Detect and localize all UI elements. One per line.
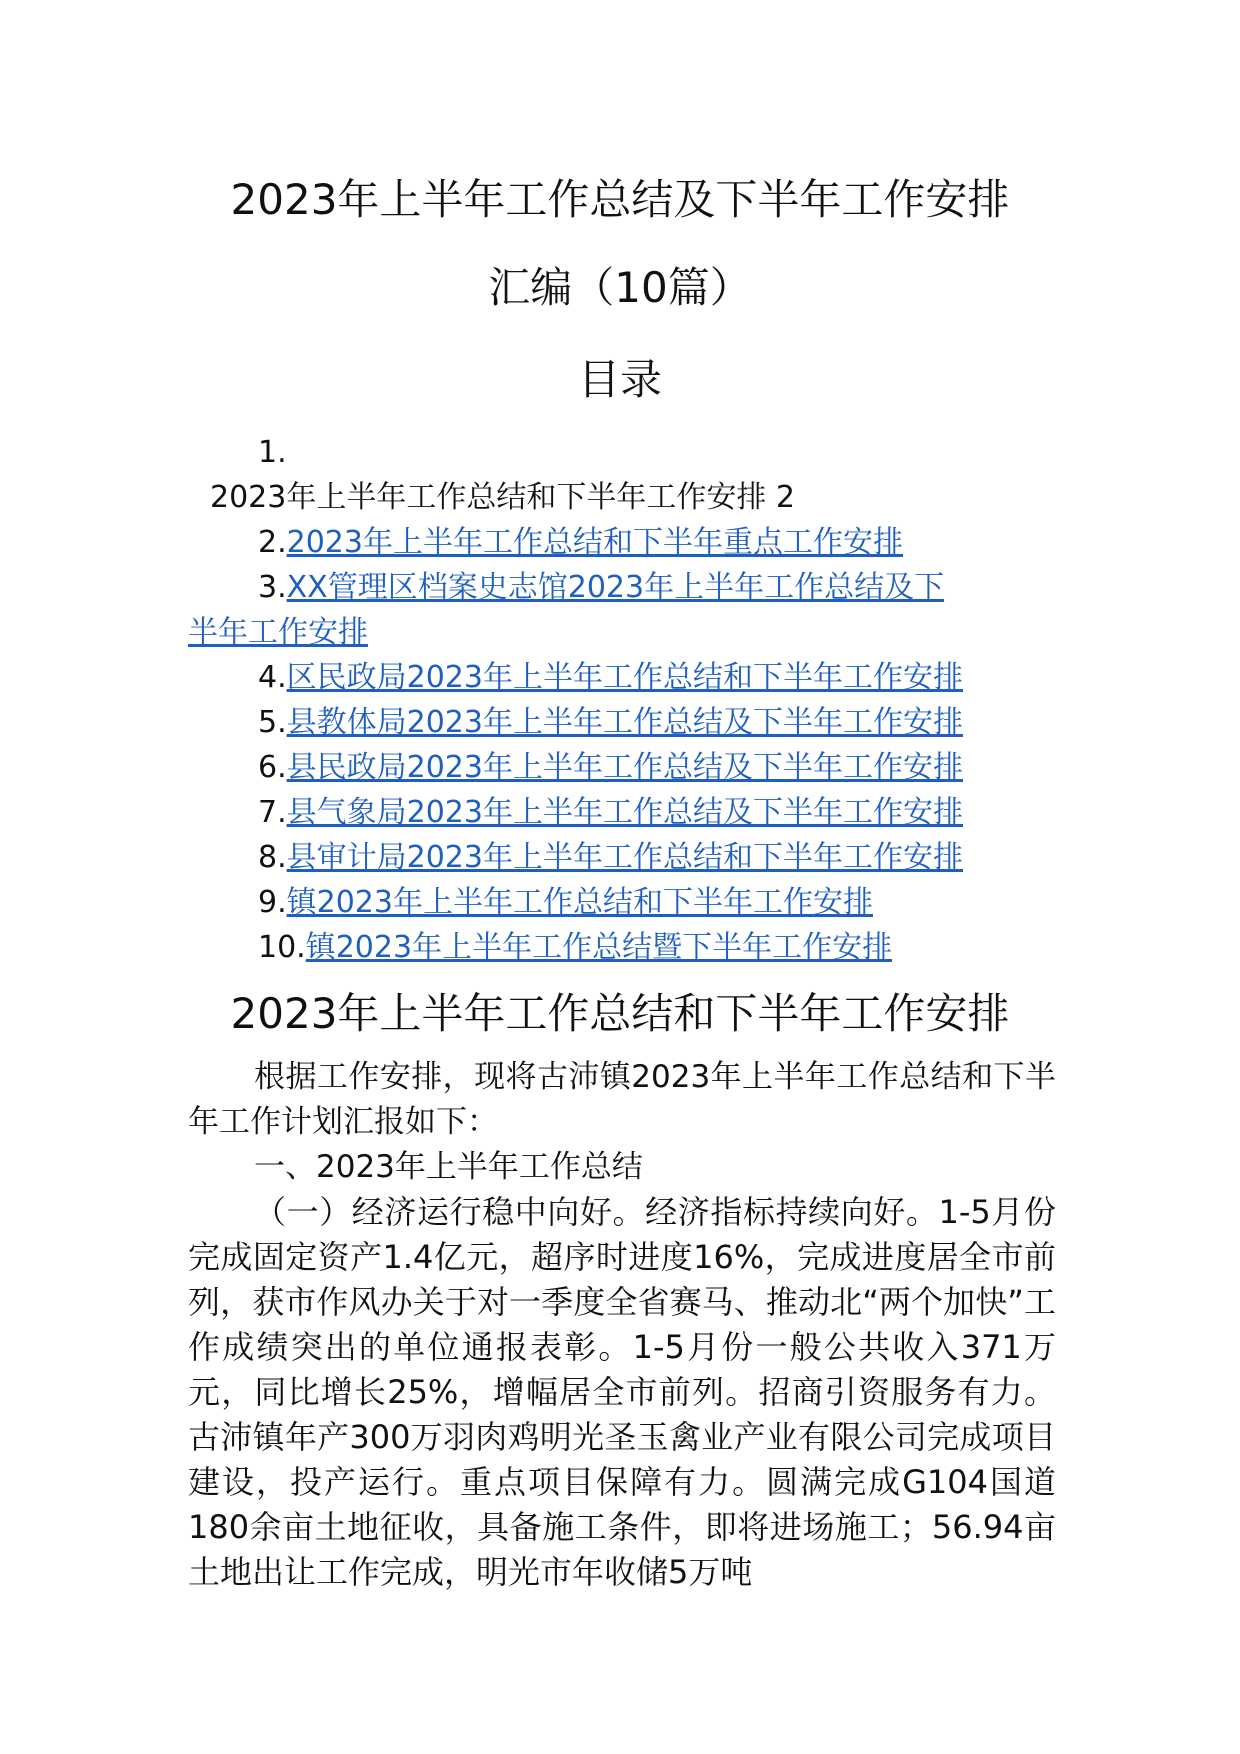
toc-item-6: [188, 745, 1056, 790]
toc-item-3-continued: [188, 610, 1056, 655]
toc-item-number: 5.: [258, 705, 287, 740]
toc-link-3-continued[interactable]: 半年工作安排: [188, 615, 368, 650]
intro-paragraph: 根据工作安排，现将古沛镇2023年上半年工作总结和下半年工作计划汇报如下：: [188, 1059, 1056, 1140]
toc-item-3: [188, 565, 1056, 610]
document-title-line2: 汇编（10篇）: [488, 263, 752, 312]
toc-item-number: 7.: [258, 795, 287, 830]
section-heading: 一、2023年上半年工作总结: [254, 1149, 643, 1185]
toc-item-number: 10.: [258, 930, 306, 965]
toc-link-8[interactable]: 县审计局2023年上半年工作总结和下半年工作安排: [286, 840, 963, 875]
toc-item-number: 3.: [258, 570, 287, 605]
toc-item-number: 6.: [258, 750, 287, 785]
toc-link-5[interactable]: 县教体局2023年上半年工作总结及下半年工作安排: [286, 705, 963, 740]
toc-item-2: [188, 520, 1056, 565]
toc-item-text: 2023年上半年工作总结和下半年工作安排 2: [210, 480, 795, 515]
toc-link-7[interactable]: 县气象局2023年上半年工作总结及下半年工作安排: [286, 795, 963, 830]
toc-item-4: [188, 655, 1056, 700]
toc-link-6[interactable]: 县民政局2023年上半年工作总结及下半年工作安排: [286, 750, 963, 785]
body-paragraph: （一）经济运行稳中向好。经济指标持续向好。1-5月份完成固定资产1.4亿元，超序时进度16%，完成进度居全市前列，获市作风办关于对一季度全省赛马、推动北“两个加快”工作成绩突出的单位通报表彰。1-5月份一般公共收入371万元，同比增长25%，增幅居全市前列。招商引资服务有力。古沛镇年产300万羽肉鸡明光圣玉禽业产业有限公司完成项目建设，投产运行。重点项目保障有力。圆满完成G104国道180余亩土地征收，具备施工条件，即将进场施工；56.94亩土地出让工作完成，明光市年收储5万吨: [188, 1193, 1056, 1591]
toc-item-number: 2.: [258, 525, 287, 560]
toc-item-number: 8.: [258, 840, 287, 875]
toc-item-8: [188, 835, 1056, 880]
toc-item-9: [188, 880, 1056, 925]
toc-link-3[interactable]: XX管理区档案史志馆2023年上半年工作总结及下: [286, 570, 945, 605]
toc-heading: 目录: [577, 355, 662, 404]
toc-item-number: 1.: [258, 435, 287, 470]
toc-item-number: 4.: [258, 660, 287, 695]
toc-item-1: [188, 475, 1056, 520]
toc-item-1-number-line: [188, 430, 1056, 475]
toc-item-7: [188, 790, 1056, 835]
toc-item-5: [188, 700, 1056, 745]
document-title-line1: 2023年上半年工作总结及下半年工作安排: [230, 175, 1010, 224]
toc-link-4[interactable]: 区民政局2023年上半年工作总结和下半年工作安排: [286, 660, 963, 695]
toc-item-10: [188, 925, 1056, 970]
toc-link-10[interactable]: 镇2023年上半年工作总结暨下半年工作安排: [305, 930, 893, 965]
toc-item-number: 9.: [258, 885, 287, 920]
toc-link-2[interactable]: 2023年上半年工作总结和下半年重点工作安排: [286, 525, 903, 560]
section-body: [188, 1055, 1056, 1595]
toc-link-9[interactable]: 镇2023年上半年工作总结和下半年工作安排: [286, 885, 873, 920]
section-title: 2023年上半年工作总结和下半年工作安排: [230, 989, 1010, 1038]
table-of-contents: [188, 430, 1056, 970]
